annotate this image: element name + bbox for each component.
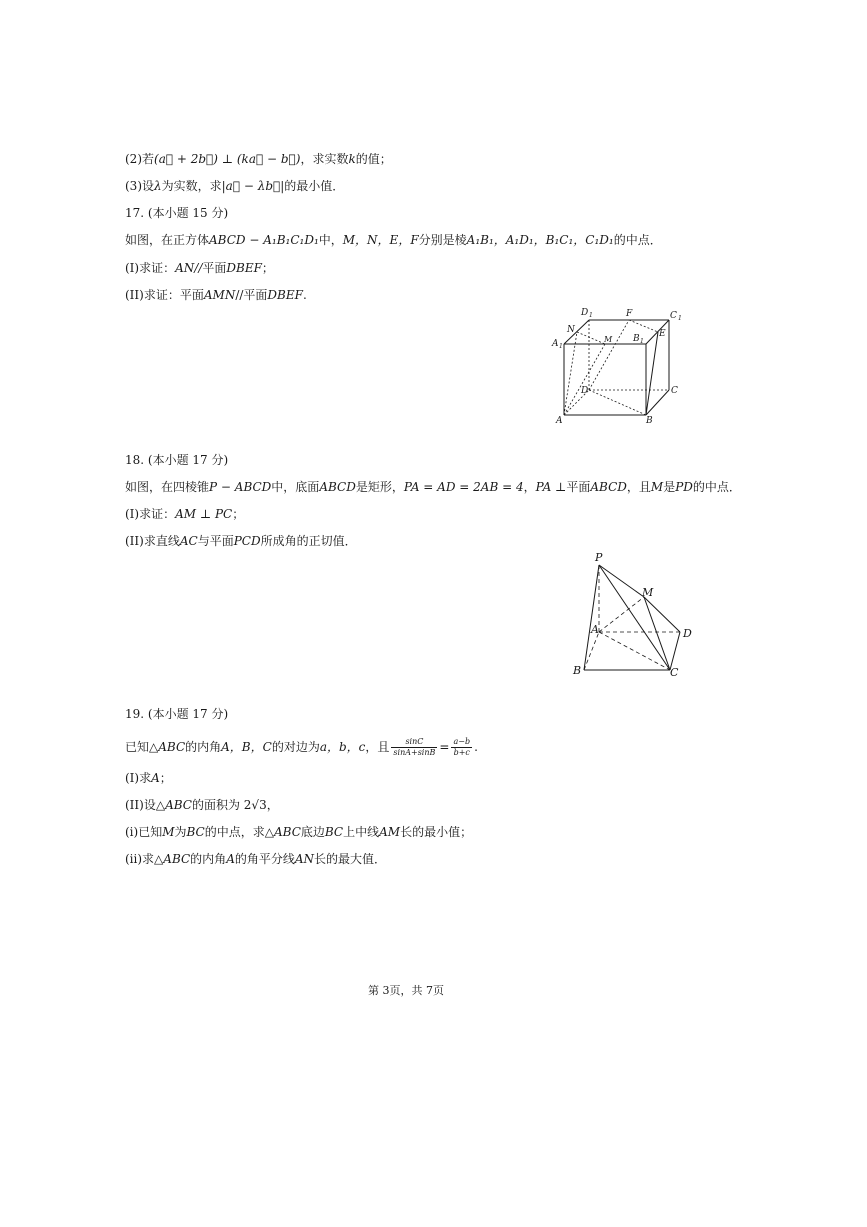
label-b1: B [633,334,640,344]
label-p: P [595,551,603,564]
fraction-sin: $\frac{\sin C}{\sin A+\sin B}$ [393,737,436,757]
cube-figure [548,302,688,427]
fraction-sides: $\frac{a-b}{b+c}$ [453,737,471,757]
vector-expression-2: |a⃗ − λb⃗| [221,179,285,193]
svg-text:1: 1 [589,312,593,319]
q18-part2: (II)求直线AC与平面PCD所成角的正切值． [125,534,357,548]
vector-expression-1: (a⃗ + 2b⃗) ⊥ (ka⃗ − b⃗) [154,152,301,166]
label-a: A [556,416,563,426]
label-m2: M [642,586,654,599]
label-m: M [604,335,613,344]
svg-text:1: 1 [640,338,644,345]
label-c1: C [670,311,677,321]
q19-part2: (II)设△ABC的面积为 2√3， [125,798,279,812]
label-a1: A [552,339,559,349]
label-c2: C [670,666,679,679]
q17-heading: 17. (本小题 15 分) [125,206,229,220]
label-b2: B [573,664,582,677]
label-e: E [659,329,666,339]
label-n: N [567,325,575,335]
q17-part1: (I)求证：AN//平面DBEF； [125,261,274,275]
label-d2: D [683,627,692,640]
q16-part3: (3)设λ为实数，求|a⃗ − λb⃗|的最小值． [125,179,345,193]
q19-intro: 已知△ABC的内角A，B，C的对边为a，b，c，且 $\frac{\sin C}{\sin A+\sin B}$ = $\frac{a-b}{b+c}$ . [125,737,478,757]
pyramid-figure [566,550,706,680]
label-b: B [646,416,653,426]
q18-heading: 18. (本小题 17 分) [125,453,229,467]
q19-sub-i: (i)已知M为BC的中点，求△ABC底边BC上中线AM长的最小值； [125,825,473,839]
label-d: D [581,386,589,396]
label-f: F [626,309,633,319]
q18-intro: 如图，在四棱锥P − ABCD中，底面ABCD是矩形，PA = AD = 2AB = 4，PA ⊥平面ABCD，且M是PD的中点． [125,480,741,494]
q18-part1: (I)求证：AM ⊥ PC； [125,507,245,521]
q17-part2: (II)求证：平面AMN//平面DBEF. [125,288,307,302]
q19-sub-ii: (ii)求△ABC的内角A的角平分线AN长的最大值． [125,852,387,866]
page-footer: 第 3页，共 7页 [368,984,444,997]
svg-text:1: 1 [559,343,563,350]
q19-part1: (I)求A； [125,771,172,785]
q16-part2: (2)若(a⃗ + 2b⃗) ⊥ (ka⃗ − b⃗)，求实数k的值； [125,152,392,166]
label-c: C [671,386,678,396]
svg-text:1: 1 [678,315,682,322]
q17-intro: 如图，在正方体ABCD − A₁B₁C₁D₁中，M，N，E，F分别是棱A₁B₁，A₁D₁，B₁C₁，C₁D₁的中点． [125,233,662,247]
label-d1: D [581,308,589,318]
q19-heading: 19. (本小题 17 分) [125,707,229,721]
label-a2: A [591,623,599,636]
